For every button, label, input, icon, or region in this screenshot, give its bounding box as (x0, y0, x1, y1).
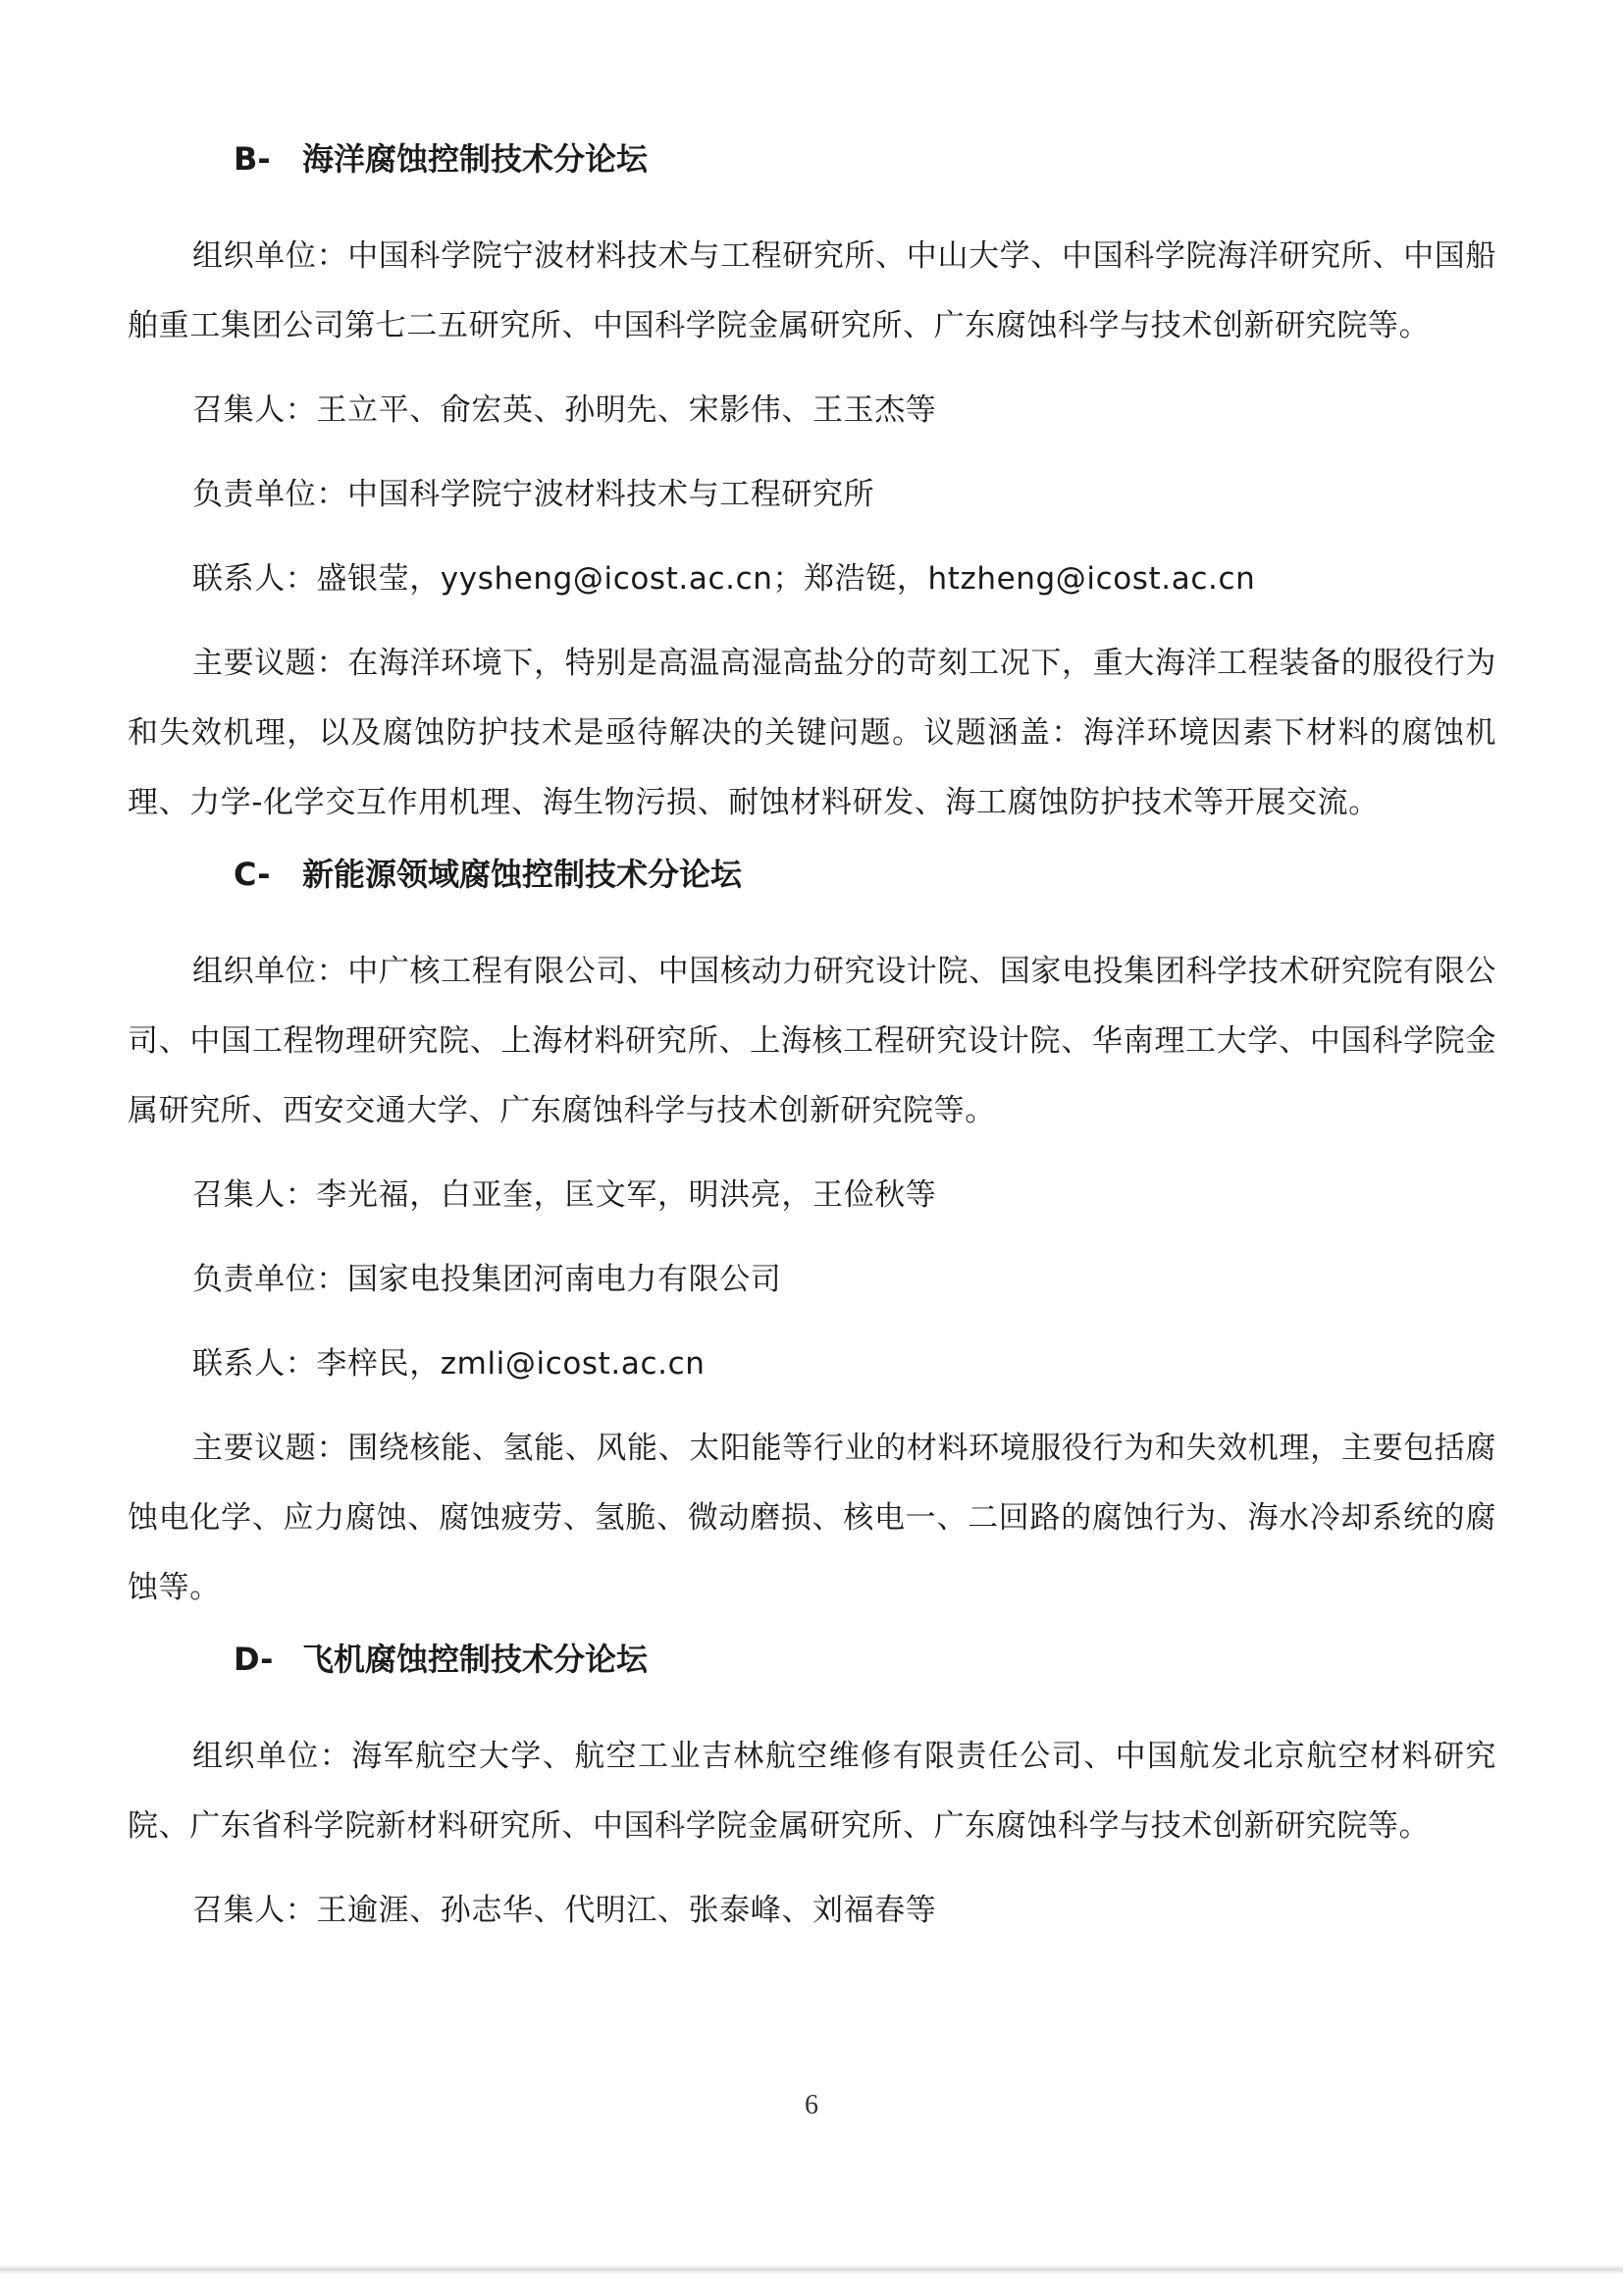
section-code: C- (234, 856, 271, 893)
page-number: 6 (805, 2090, 818, 2120)
responsible-unit-paragraph: 负责单位：中国科学院宁波材料技术与工程研究所 (192, 477, 875, 512)
topics-paragraph: 主要议题：围绕核能、氢能、风能、太阳能等行业的材料环境服役行为和失效机理，主要包括腐蚀电化学、应力腐蚀、腐蚀疲劳、氢脆、微动磨损、核电一、二回路的腐蚀行为、海水冷却系统的腐蚀等。 (128, 1431, 1496, 1605)
section-heading (128, 1638, 1496, 1681)
section-title: 新能源领域腐蚀控制技术分论坛 (302, 856, 743, 893)
organizers-paragraph: 组织单位：中广核工程有限公司、中国核动力研究设计院、国家电投集团科学技术研究院有限公司、中国工程物理研究院、上海材料研究所、上海核工程研究设计院、华南理工大学、中国科学院金属研究所、西安交通大学、广东腐蚀科学与技术创新研究院等。 (128, 954, 1496, 1128)
conveners-paragraph: 召集人：王逾涯、孙志华、代明江、张泰峰、刘福春等 (192, 1893, 937, 1928)
section-heading (128, 137, 1496, 181)
section-heading (128, 853, 1496, 896)
section-d (128, 1638, 1496, 1946)
contacts-paragraph: 联系人：李梓民，zmli@icost.ac.cn (192, 1346, 706, 1382)
section-code: D- (234, 1641, 274, 1678)
contacts-paragraph: 联系人：盛银莹，yysheng@icost.ac.cn；郑浩铤，htzheng@icost.ac.cn (192, 561, 1256, 597)
section-c (128, 853, 1496, 1623)
conveners-paragraph: 召集人：王立平、俞宏英、孙明先、宋影伟、王玉杰等 (192, 392, 937, 428)
conveners-paragraph: 召集人：李光福，白亚奎，匡文军，明洪亮，王俭秋等 (192, 1177, 937, 1213)
section-title: 海洋腐蚀控制技术分论坛 (302, 140, 649, 178)
page-content (128, 137, 1496, 1960)
responsible-unit-paragraph: 负责单位：国家电投集团河南电力有限公司 (192, 1262, 782, 1297)
organizers-paragraph: 组织单位：中国科学院宁波材料技术与工程研究所、中山大学、中国科学院海洋研究所、中国船舶重工集团公司第七二五研究所、中国科学院金属研究所、广东腐蚀科学与技术创新研究院等。 (128, 238, 1496, 343)
section-code: B- (234, 140, 271, 178)
scan-edge-divider (0, 2265, 1623, 2274)
organizers-paragraph: 组织单位：海军航空大学、航空工业吉林航空维修有限责任公司、中国航发北京航空材料研究院、广东省科学院新材料研究所、中国科学院金属研究所、广东腐蚀科学与技术创新研究院等。 (128, 1739, 1496, 1844)
section-b (128, 137, 1496, 838)
section-title: 飞机腐蚀控制技术分论坛 (302, 1641, 649, 1678)
topics-paragraph: 主要议题：在海洋环境下，特别是高温高湿高盐分的苛刻工况下，重大海洋工程装备的服役行为和失效机理，以及腐蚀防护技术是亟待解决的关键问题。议题涵盖：海洋环境因素下材料的腐蚀机理、力学-化学交互作用机理、海生物污损、耐蚀材料研发、海工腐蚀防护技术等开展交流。 (128, 646, 1496, 820)
